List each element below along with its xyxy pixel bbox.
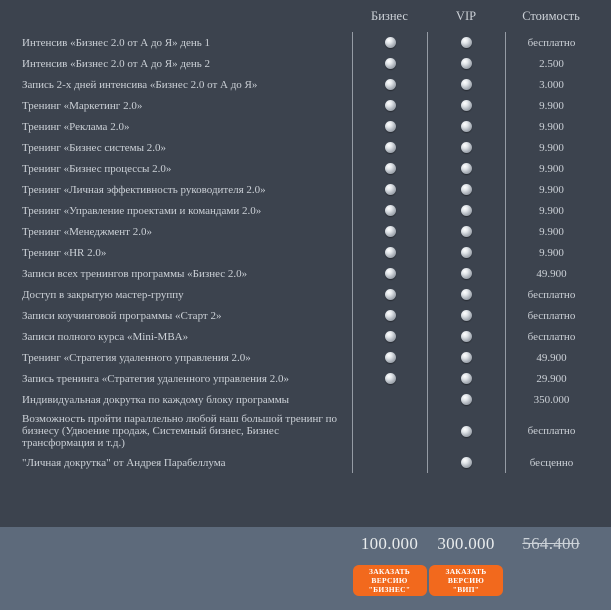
business-radio[interactable]	[385, 79, 396, 90]
vip-cell	[427, 95, 505, 116]
business-radio[interactable]	[385, 58, 396, 69]
business-radio[interactable]	[385, 352, 396, 363]
row-label: Тренинг «Менеджмент 2.0»	[22, 225, 152, 238]
business-cell	[352, 116, 427, 137]
row-cost: 29.900	[505, 368, 611, 389]
business-cell	[352, 53, 427, 74]
vip-cell	[427, 389, 505, 410]
row-label: Интенсив «Бизнес 2.0 от А до Я» день 2	[22, 57, 211, 70]
business-cell	[352, 389, 427, 410]
order-business-line1: ЗАКАЗАТЬ	[368, 567, 411, 576]
row-cost: 9.900	[505, 200, 611, 221]
row-cost: 9.900	[505, 242, 611, 263]
business-radio[interactable]	[385, 37, 396, 48]
business-radio[interactable]	[385, 331, 396, 342]
vip-radio[interactable]	[461, 268, 472, 279]
vip-cell	[427, 74, 505, 95]
vip-radio[interactable]	[461, 163, 472, 174]
column-header-cost: Стоимость	[522, 8, 580, 23]
vip-radio[interactable]	[461, 142, 472, 153]
vip-radio[interactable]	[461, 457, 472, 468]
business-radio[interactable]	[385, 289, 396, 300]
vip-cell	[427, 326, 505, 347]
vip-radio[interactable]	[461, 310, 472, 321]
row-cost: бесплатно	[505, 326, 611, 347]
business-cell	[352, 32, 427, 53]
business-cell	[352, 137, 427, 158]
business-cell	[352, 284, 427, 305]
vip-radio[interactable]	[461, 289, 472, 300]
business-radio[interactable]	[385, 205, 396, 216]
column-header-vip: VIP	[455, 8, 477, 23]
vip-cell	[427, 53, 505, 74]
business-cell	[352, 410, 427, 452]
row-cost: 9.900	[505, 116, 611, 137]
vip-cell	[427, 242, 505, 263]
row-label: Записи полного курса «Mini-MBA»	[22, 330, 189, 343]
vip-radio[interactable]	[461, 226, 472, 237]
business-cell	[352, 221, 427, 242]
business-radio[interactable]	[385, 268, 396, 279]
row-cost: бесплатно	[505, 305, 611, 326]
business-cell	[352, 347, 427, 368]
order-business-line2: ВЕРСИЮ	[371, 576, 408, 585]
business-cell	[352, 74, 427, 95]
table-row	[0, 410, 611, 452]
row-label: Тренинг «Бизнес процессы 2.0»	[22, 162, 172, 175]
order-vip-button[interactable]	[429, 565, 503, 596]
row-label: Тренинг «Реклама 2.0»	[22, 120, 130, 133]
row-cost: 350.000	[505, 389, 611, 410]
business-cell	[352, 263, 427, 284]
business-radio[interactable]	[385, 163, 396, 174]
vip-cell	[427, 368, 505, 389]
vip-radio[interactable]	[461, 205, 472, 216]
row-cost: бесценно	[505, 452, 611, 473]
vip-radio[interactable]	[461, 37, 472, 48]
business-cell	[352, 95, 427, 116]
row-cost: 3.000	[505, 74, 611, 95]
vip-cell	[427, 200, 505, 221]
vip-cell	[427, 284, 505, 305]
order-business-button[interactable]	[353, 565, 427, 596]
row-cost: 9.900	[505, 221, 611, 242]
table-header	[0, 0, 611, 32]
total-business-price: 100.000	[360, 534, 419, 553]
row-label: "Личная докрутка" от Андрея Парабеллума	[22, 456, 226, 469]
vip-radio[interactable]	[461, 373, 472, 384]
totals-row	[0, 527, 611, 554]
row-label: Индивидуальная докрутка по каждому блоку программы	[22, 393, 290, 406]
row-cost: бесплатно	[505, 284, 611, 305]
vip-cell	[427, 452, 505, 473]
total-full-price-strikethrough: 564.400	[522, 534, 580, 553]
business-cell	[352, 452, 427, 473]
row-label: Запись тренинга «Стратегия удаленного управления 2.0»	[22, 372, 289, 385]
business-radio[interactable]	[385, 100, 396, 111]
order-vip-line1: ЗАКАЗАТЬ	[445, 567, 487, 576]
business-cell	[352, 200, 427, 221]
business-cell	[352, 158, 427, 179]
vip-radio[interactable]	[461, 352, 472, 363]
vip-radio[interactable]	[461, 247, 472, 258]
vip-radio[interactable]	[461, 331, 472, 342]
business-cell	[352, 368, 427, 389]
row-label: Тренинг «Маркетинг 2.0»	[22, 99, 143, 112]
total-vip-price: 300.000	[437, 534, 495, 553]
row-label: Интенсив «Бизнес 2.0 от А до Я» день 1	[22, 36, 211, 49]
table-body	[0, 32, 611, 473]
row-label: Запись 2-х дней интенсива «Бизнес 2.0 от А до Я»	[22, 78, 258, 91]
vip-cell	[427, 158, 505, 179]
row-cost: 9.900	[505, 137, 611, 158]
order-buttons-row	[0, 565, 611, 596]
business-radio[interactable]	[385, 373, 396, 384]
row-label: Возможность пройти параллельно любой наш большой тренинг по бизнесу (Удвоение продаж, Системный бизнес, Бизнес трансформация и т.д.)	[22, 413, 338, 449]
row-cost: 9.900	[505, 179, 611, 200]
row-cost: бесплатно	[505, 410, 611, 452]
order-vip-line3: "ВИП"	[452, 585, 480, 594]
row-cost: 49.900	[505, 347, 611, 368]
business-cell	[352, 179, 427, 200]
vip-cell	[427, 137, 505, 158]
row-label: Тренинг «Личная эффективность руководителя 2.0»	[22, 183, 266, 196]
row-label: Тренинг «Бизнес системы 2.0»	[22, 141, 167, 154]
row-cost: 9.900	[505, 95, 611, 116]
order-vip-line2: ВЕРСИЮ	[447, 576, 485, 585]
vip-radio[interactable]	[461, 100, 472, 111]
business-radio[interactable]	[385, 226, 396, 237]
vip-radio[interactable]	[461, 79, 472, 90]
row-cost: 9.900	[505, 158, 611, 179]
vip-cell	[427, 305, 505, 326]
vip-radio[interactable]	[461, 58, 472, 69]
business-cell	[352, 305, 427, 326]
row-label: Записи всех тренингов программы «Бизнес 2.0»	[22, 267, 248, 280]
row-cost: 49.900	[505, 263, 611, 284]
row-cost: 2.500	[505, 53, 611, 74]
row-label: Тренинг «Стратегия удаленного управления 2.0»	[22, 351, 251, 364]
vip-radio[interactable]	[461, 121, 472, 132]
vip-cell	[427, 32, 505, 53]
order-footer	[0, 527, 611, 610]
vip-radio[interactable]	[461, 184, 472, 195]
table-row	[0, 452, 611, 473]
business-radio[interactable]	[385, 184, 396, 195]
order-business-line3: "БИЗНЕС"	[368, 585, 411, 594]
vip-radio[interactable]	[461, 394, 472, 405]
column-header-business: Бизнес	[371, 8, 408, 23]
header-spacer	[0, 0, 352, 32]
business-radio[interactable]	[385, 121, 396, 132]
row-cost: бесплатно	[505, 32, 611, 53]
vip-cell	[427, 179, 505, 200]
row-label: Доступ в закрытую мастер-группу	[22, 288, 184, 301]
vip-cell	[427, 263, 505, 284]
row-label: Записи коучинговой программы «Старт 2»	[22, 309, 222, 322]
row-label: Тренинг «Управление проектами и командами 2.0»	[22, 204, 262, 217]
vip-cell	[427, 116, 505, 137]
business-radio[interactable]	[385, 310, 396, 321]
vip-cell	[427, 347, 505, 368]
row-label: Тренинг «HR 2.0»	[22, 246, 107, 259]
business-cell	[352, 242, 427, 263]
vip-radio[interactable]	[461, 426, 472, 437]
business-radio[interactable]	[385, 142, 396, 153]
vip-cell	[427, 410, 505, 452]
business-cell	[352, 326, 427, 347]
business-radio[interactable]	[385, 247, 396, 258]
vip-cell	[427, 221, 505, 242]
